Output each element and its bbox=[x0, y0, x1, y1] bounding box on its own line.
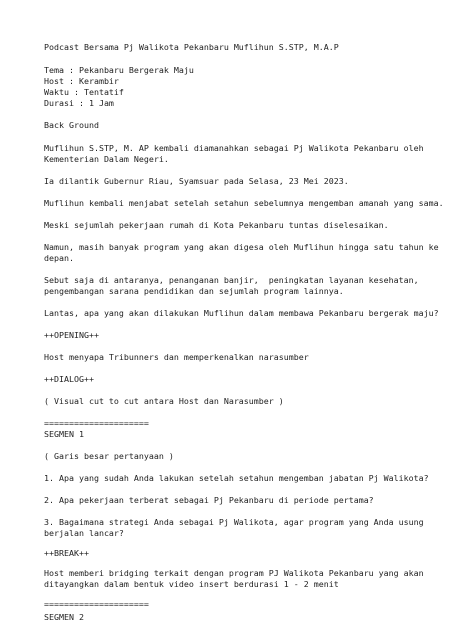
segment-1-note: ( Garis besar pertanyaan ) bbox=[44, 451, 174, 461]
meta-waktu: Waktu : Tentatif bbox=[44, 87, 124, 97]
opening-text: Host menyapa Tribunners dan memperkenalkan narasumber bbox=[44, 352, 309, 362]
paragraph-line: pengembangan sarana pendidikan dan sejumlah program lainnya. bbox=[44, 286, 344, 296]
opening-marker: ++OPENING++ bbox=[44, 330, 99, 340]
paragraph-line: Kementerian Dalam Negeri. bbox=[44, 154, 169, 164]
meta-durasi: Durasi : 1 Jam bbox=[44, 98, 114, 108]
paragraph-line: Lantas, apa yang akan dilakukan Muflihun dalam membawa Pekanbaru bergerak maju? bbox=[44, 308, 439, 318]
document-title: Podcast Bersama Pj Walikota Pekanbaru Muflihun S.STP, M.A.P bbox=[44, 42, 339, 52]
paragraph-line: Ia dilantik Gubernur Riau, Syamsuar pada Selasa, 23 Mei 2023. bbox=[44, 176, 349, 186]
paragraph-line: Muflihun S.STP, M. AP kembali diamanahkan sebagai Pj Walikota Pekanbaru oleh bbox=[44, 143, 424, 153]
paragraph-line: Muflihun kembali menjabat setelah setahun sebelumnya mengemban amanah yang sama. bbox=[44, 198, 444, 208]
break-text-line: ditayangkan dalam bentuk video insert berdurasi 1 - 2 menit bbox=[44, 579, 339, 589]
meta-tema: Tema : Pekanbaru Bergerak Maju bbox=[44, 65, 194, 75]
paragraph-line: Meski sejumlah pekerjaan rumah di Kota Pekanbaru tuntas diselesaikan. bbox=[44, 220, 389, 230]
question-line: 3. Bagaimana strategi Anda sebagai Pj Walikota, agar program yang Anda usung bbox=[44, 517, 424, 527]
paragraph-line: Sebut saja di antaranya, penanganan banjir, peningkatan layanan kesehatan, bbox=[44, 275, 419, 285]
break-marker: ++BREAK++ bbox=[44, 548, 89, 558]
question-line: 2. Apa pekerjaan terberat sebagai Pj Pekanbaru di periode pertama? bbox=[44, 495, 374, 505]
break-text-line: Host memberi bridging terkait dengan program PJ Walikota Pekanbaru yang akan bbox=[44, 568, 424, 578]
paragraph-line: depan. bbox=[44, 253, 74, 263]
question-line: 1. Apa yang sudah Anda lakukan setelah setahun mengemban jabatan Pj Walikota? bbox=[44, 473, 429, 483]
segment-2-title: SEGMEN 2 bbox=[44, 612, 84, 622]
paragraph-line: Namun, masih banyak program yang akan digesa oleh Muflihun hingga satu tahun ke bbox=[44, 242, 439, 252]
background-heading: Back Ground bbox=[44, 120, 99, 130]
dialog-marker: ++DIALOG++ bbox=[44, 374, 94, 384]
separator: ===================== bbox=[44, 599, 149, 609]
separator: ===================== bbox=[44, 418, 149, 428]
meta-host: Host : Kerambir bbox=[44, 76, 119, 86]
dialog-note: ( Visual cut to cut antara Host dan Narasumber ) bbox=[44, 396, 284, 406]
question-line: berjalan lancar? bbox=[44, 528, 124, 538]
segment-1-title: SEGMEN 1 bbox=[44, 429, 84, 439]
